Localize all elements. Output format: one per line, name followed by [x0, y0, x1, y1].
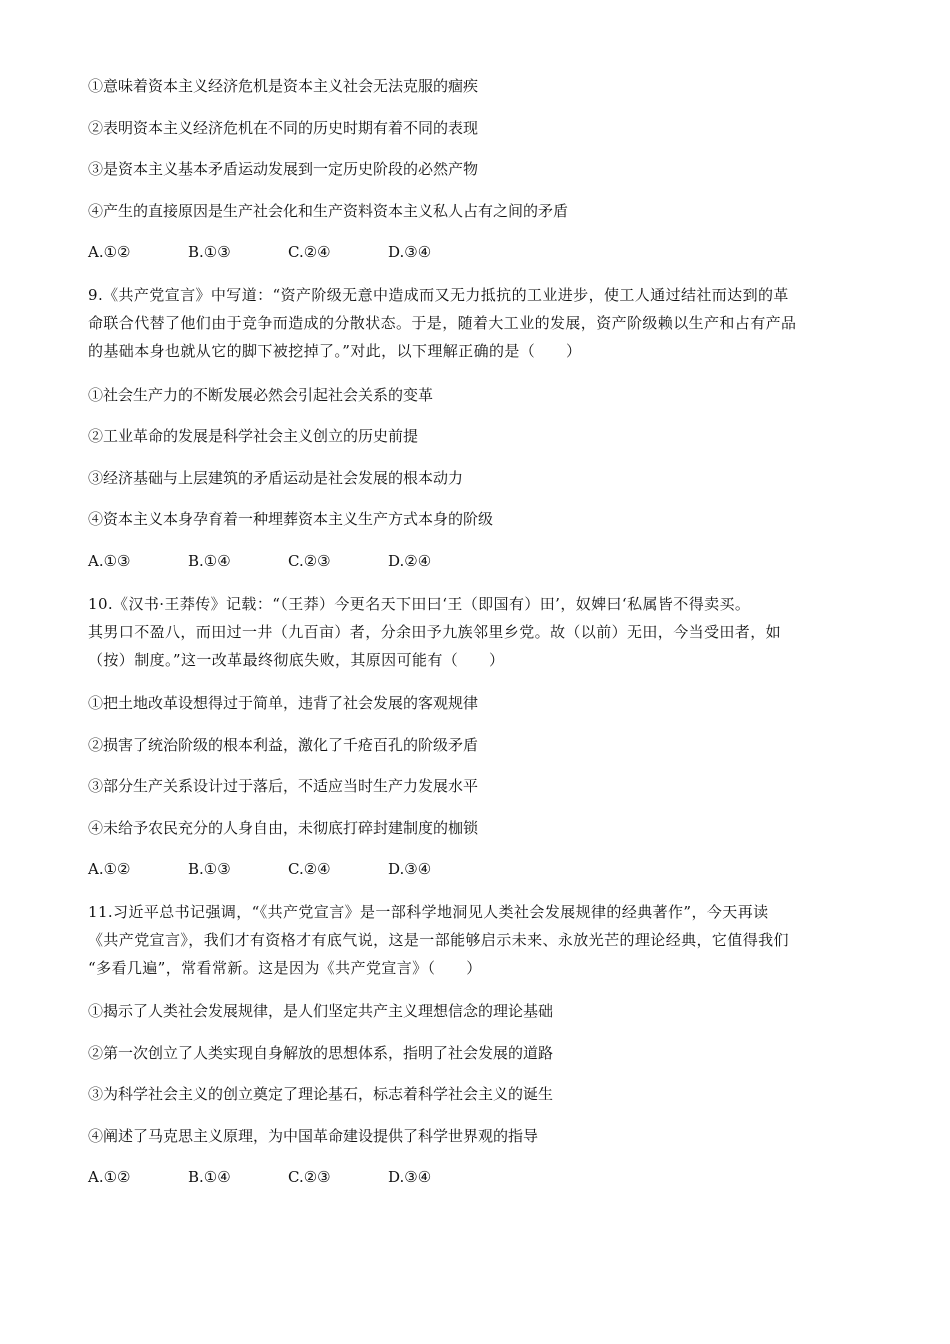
q9-item-4: ④资本主义本身孕育着一种埋葬资本主义生产方式本身的阶级 [88, 510, 494, 528]
q10-item-1: ①把土地改革设想得过于简单，违背了社会发展的客观规律 [88, 694, 479, 712]
q9-item-2: ②工业革命的发展是科学社会主义创立的历史前提 [88, 427, 419, 445]
q9-stem-line-1: 9.《共产党宣言》中写道：“资产阶级无意中造成而又无力抵抗的工业进步，使工人通过结社而达到的革 [88, 286, 789, 304]
q8-item-3: ③是资本主义基本矛盾运动发展到一定历史阶段的必然产物 [88, 160, 479, 178]
q9-option-d: D.②④ [388, 552, 432, 570]
q9-item-1: ①社会生产力的不断发展必然会引起社会关系的变革 [88, 386, 434, 404]
q11-item-1: ①揭示了人类社会发展规律，是人们坚定共产主义理想信念的理论基础 [88, 1002, 554, 1020]
q10-stem-line-2: 其男口不盈八，而田过一井（九百亩）者，分余田予九族邻里乡党。故（以前）无田，今当受田者，如 [88, 623, 782, 641]
q11-option-c: C.②③ [288, 1168, 331, 1186]
q10-option-c: C.②④ [288, 860, 331, 878]
q8-item-1: ①意味着资本主义经济危机是资本主义社会无法克服的痼疾 [88, 77, 479, 95]
q8-item-2: ②表明资本主义经济危机在不同的历史时期有着不同的表现 [88, 119, 479, 137]
q10-item-2: ②损害了统治阶级的根本利益，激化了千疮百孔的阶级矛盾 [88, 736, 479, 754]
q10-option-d: D.③④ [388, 860, 432, 878]
q9-option-c: C.②③ [288, 552, 331, 570]
q11-option-d: D.③④ [388, 1168, 432, 1186]
q9-item-3: ③经济基础与上层建筑的矛盾运动是社会发展的根本动力 [88, 469, 464, 487]
q9-option-b: B.①④ [188, 552, 231, 570]
q11-option-b: B.①④ [188, 1168, 231, 1186]
q10-option-b: B.①③ [188, 860, 231, 878]
q11-stem-line-1: 11.习近平总书记强调，“《共产党宣言》是一部科学地洞见人类社会发展规律的经典著作”，今天再读 [88, 903, 769, 921]
q9-option-a: A.①③ [88, 552, 131, 570]
q8-option-b: B.①③ [188, 243, 231, 261]
q10-stem-line-3: （按）制度。”这一改革最终彻底失败，其原因可能有（ ） [88, 651, 505, 669]
q10-option-a: A.①② [88, 860, 131, 878]
q8-option-d: D.③④ [388, 243, 432, 261]
q11-stem-line-2: 《共产党宣言》，我们才有资格才有底气说，这是一部能够启示未来、永放光芒的理论经典，它值得我们 [88, 931, 789, 949]
q11-item-2: ②第一次创立了人类实现自身解放的思想体系，指明了社会发展的道路 [88, 1044, 554, 1062]
q8-item-4: ④产生的直接原因是生产社会化和生产资料资本主义私人占有之间的矛盾 [88, 202, 569, 220]
q9-stem-line-3: 的基础本身也就从它的脚下被挖掉了。”对此，以下理解正确的是（ ） [88, 342, 582, 360]
q8-option-c: C.②④ [288, 243, 331, 261]
q11-item-3: ③为科学社会主义的创立奠定了理论基石，标志着科学社会主义的诞生 [88, 1085, 554, 1103]
q8-option-a: A.①② [88, 243, 131, 261]
q11-option-a: A.①② [88, 1168, 131, 1186]
q10-item-4: ④未给予农民充分的人身自由，未彻底打碎封建制度的枷锁 [88, 819, 479, 837]
q10-stem-line-1: 10.《汉书·王莽传》记载：“（王莽）今更名天下田曰‘王（即国有）田’，奴婢曰‘私属皆不得卖买。 [88, 595, 751, 613]
q9-stem-line-2: 命联合代替了他们由于竞争而造成的分散状态。于是，随着大工业的发展，资产阶级赖以生产和占有产品 [88, 314, 797, 332]
q11-item-4: ④阐述了马克思主义原理，为中国革命建设提供了科学世界观的指导 [88, 1127, 539, 1145]
q10-item-3: ③部分生产关系设计过于落后，不适应当时生产力发展水平 [88, 777, 479, 795]
q11-stem-line-3: “多看几遍”，常看常新。这是因为《共产党宣言》（ ） [88, 959, 482, 977]
